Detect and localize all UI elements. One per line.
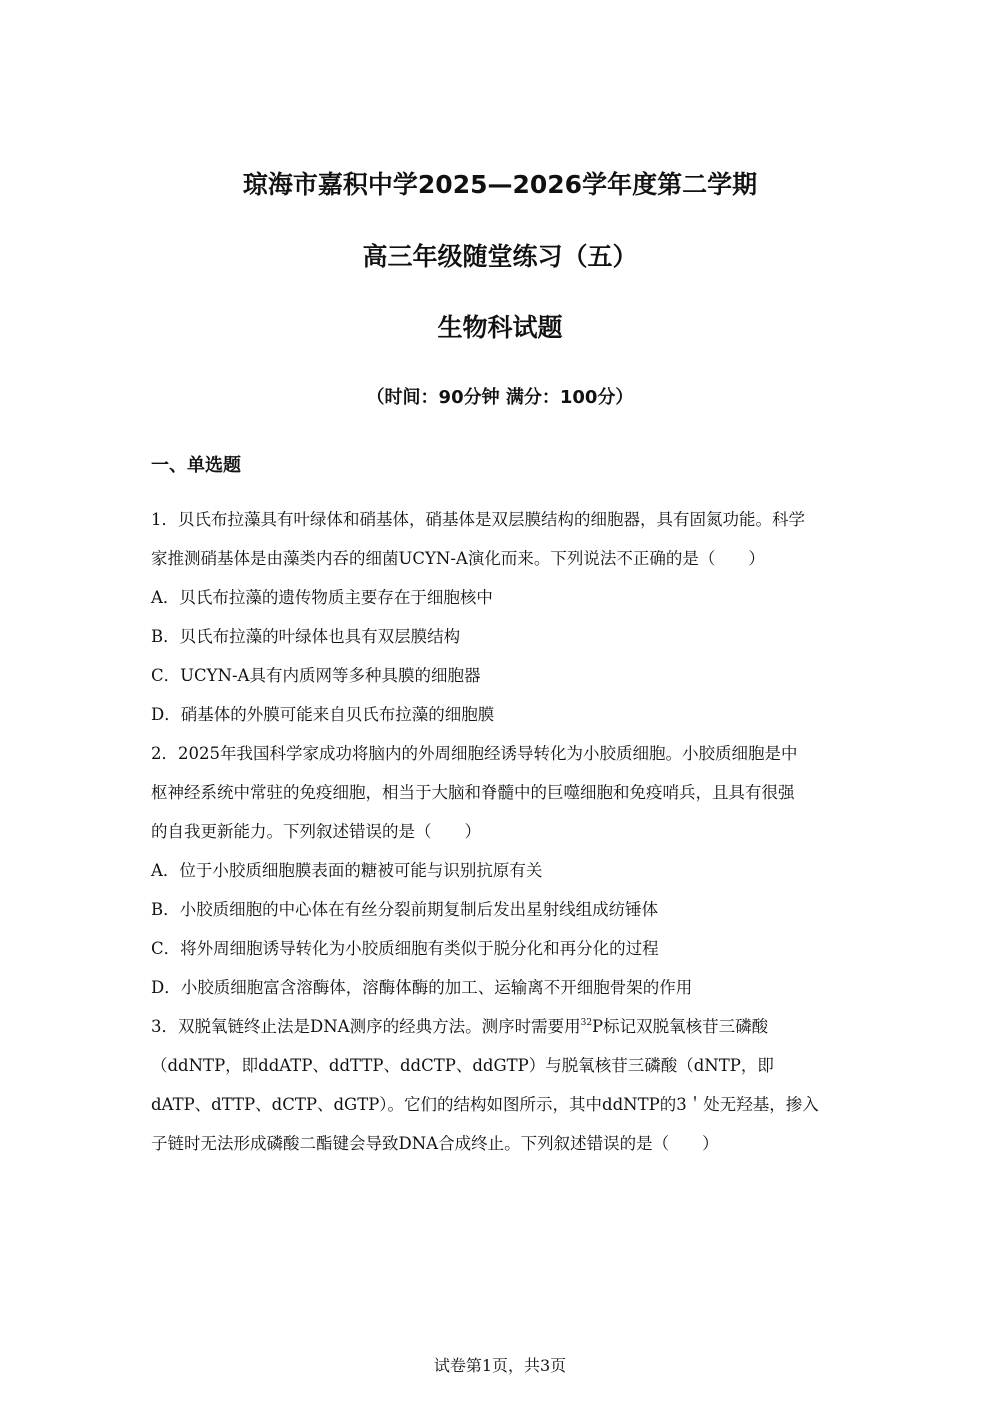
q2-stem-line: 的自我更新能力。下列叙述错误的是（ ） [151, 822, 481, 841]
page-footer: 试卷第1页，共3页 [433, 1356, 567, 1375]
q1-option-a: A．贝氏布拉藻的遗传物质主要存在于细胞核中 [151, 588, 493, 607]
q2-option-d: D．小胶质细胞富含溶酶体，溶酶体酶的加工、运输离不开细胞骨架的作用 [151, 978, 693, 997]
q1-option-d: D．硝基体的外膜可能来自贝氏布拉藻的细胞膜 [151, 705, 495, 724]
q2-option-b: B．小胶质细胞的中心体在有丝分裂前期复制后发出星射线组成纺锤体 [151, 900, 659, 919]
isotope-mass-number: 32 [580, 1018, 593, 1028]
section-heading: 一、单选题 [151, 455, 241, 476]
q1-option-c: C．UCYN-A具有内质网等多种具膜的细胞器 [151, 666, 481, 685]
exam-title-subject: 生物科试题 [437, 313, 563, 342]
q1-stem-line: 家推测硝基体是由藻类内吞的细菌UCYN-A演化而来。下列说法不正确的是（ ） [151, 549, 765, 568]
q2-option-a: A．位于小胶质细胞膜表面的糖被可能与识别抗原有关 [151, 861, 543, 880]
q2-stem-line: 2．2025年我国科学家成功将脑内的外周细胞经诱导转化为小胶质细胞。小胶质细胞是中 [151, 744, 798, 763]
q3-stem-line [151, 1015, 851, 1039]
q2-option-c: C．将外周细胞诱导转化为小胶质细胞有类似于脱分化和再分化的过程 [151, 939, 659, 958]
q3-stem-line: （ddNTP，即ddATP、ddTTP、ddCTP、ddGTP）与脱氧核苷三磷酸（dNTP，即 [151, 1056, 774, 1075]
q3-stem-text: P标记双脱氧核苷三磷酸 [592, 1017, 769, 1036]
exam-title-school: 琼海市嘉积中学2025—2026学年度第二学期 [242, 170, 758, 199]
q3-stem-text: 3．双脱氧链终止法是DNA测序的经典方法。测序时需要用 [151, 1017, 581, 1036]
q2-stem-line: 枢神经系统中常驻的免疫细胞，相当于大脑和脊髓中的巨噬细胞和免疫哨兵，且具有很强 [151, 783, 795, 802]
exam-time-score-info: （时间：90分钟 满分：100分） [366, 387, 634, 408]
q1-option-b: B．贝氏布拉藻的叶绿体也具有双层膜结构 [151, 627, 461, 646]
q3-stem-line: dATP、dTTP、dCTP、dGTP）。它们的结构如图所示，其中ddNTP的3＇处无羟基，掺入 [151, 1095, 819, 1114]
exam-title-grade: 高三年级随堂练习（五） [362, 242, 638, 271]
q3-stem-line: 子链时无法形成磷酸二酯键会导致DNA合成终止。下列叙述错误的是（ ） [151, 1134, 719, 1153]
q1-stem-line: 1．贝氏布拉藻具有叶绿体和硝基体，硝基体是双层膜结构的细胞器，具有固氮功能。科学 [151, 510, 805, 529]
